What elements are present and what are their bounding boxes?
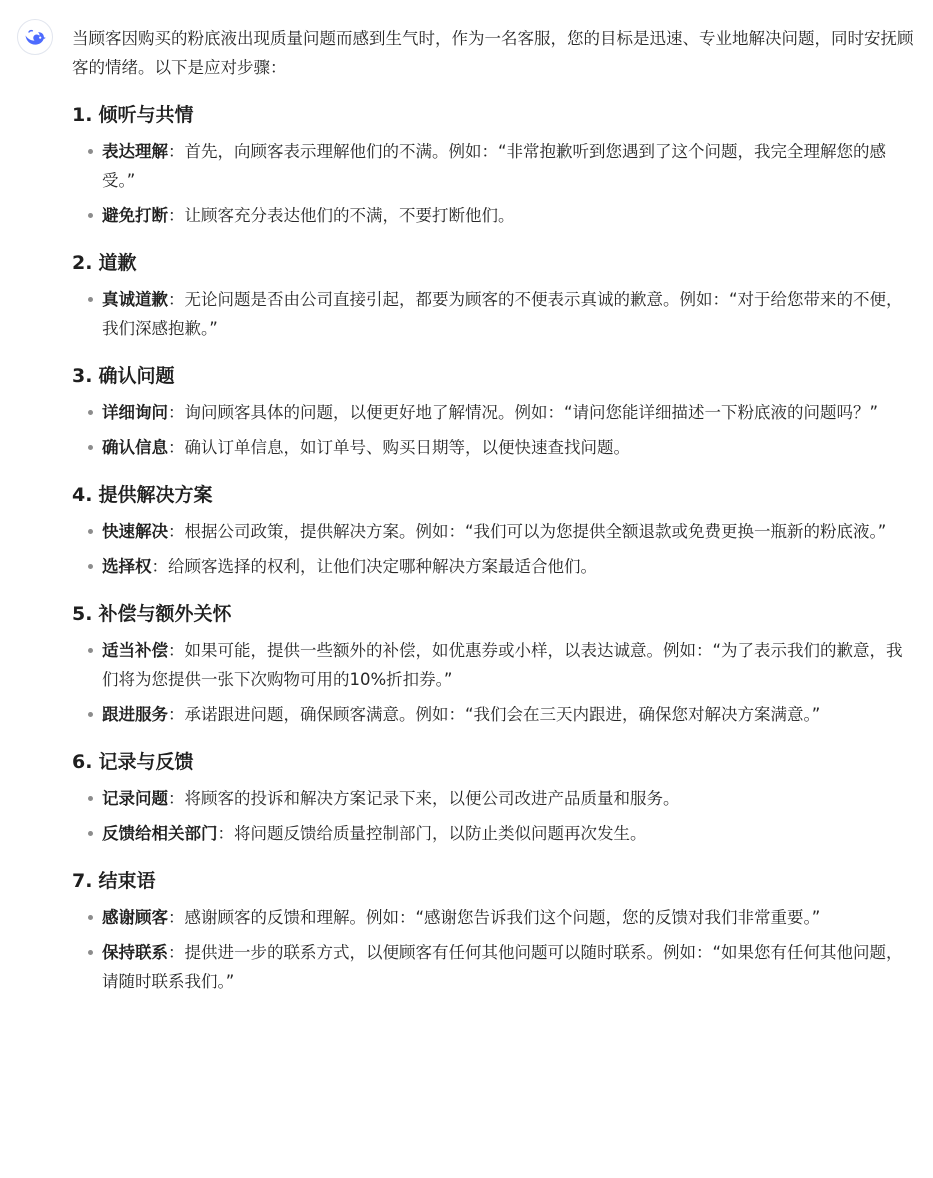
item-term: 选择权 — [102, 557, 152, 576]
item-text: ：给顾客选择的权利，让他们决定哪种解决方案最适合他们。 — [151, 557, 597, 576]
item-term: 反馈给相关部门 — [102, 824, 218, 843]
item-term: 真诚道歉 — [102, 290, 168, 309]
section-number: 6. — [72, 751, 93, 773]
item-text: ：将顾客的投诉和解决方案记录下来，以便公司改进产品质量和服务。 — [168, 789, 680, 808]
item-term: 保持联系 — [102, 943, 168, 962]
item-text: ：将问题反馈给质量控制部门，以防止类似问题再次发生。 — [217, 824, 647, 843]
section-number: 3. — [72, 365, 93, 387]
item-term: 跟进服务 — [102, 705, 168, 724]
list-item — [72, 700, 917, 729]
section-title: 补偿与额外关怀 — [98, 603, 232, 625]
list-item — [72, 636, 917, 694]
bullet-list — [72, 903, 917, 996]
item-text: ：感谢顾客的反馈和理解。例如：“感谢您告诉我们这个问题，您的反馈对我们非常重要。” — [168, 908, 821, 927]
item-text: ：如果可能，提供一些额外的补偿，如优惠券或小样，以表达诚意。例如：“为了表示我们的歉意，我们将为您提供一张下次购物可用的10%折扣券。” — [102, 641, 903, 689]
bullet-list — [72, 398, 917, 462]
section-title: 提供解决方案 — [98, 484, 213, 506]
item-text: ：首先，向顾客表示理解他们的不满。例如：“非常抱歉听到您遇到了这个问题，我完全理解您的感受。” — [102, 142, 887, 190]
item-term: 适当补偿 — [102, 641, 168, 660]
message-content — [72, 24, 917, 1002]
item-term: 感谢顾客 — [102, 908, 168, 927]
item-text: ：根据公司政策，提供解决方案。例如：“我们可以为您提供全额退款或免费更换一瓶新的粉底液。” — [168, 522, 887, 541]
section-heading — [72, 600, 917, 628]
assistant-avatar — [17, 19, 53, 55]
section-heading — [72, 362, 917, 390]
item-text: ：承诺跟进问题，确保顾客满意。例如：“我们会在三天内跟进，确保您对解决方案满意。” — [168, 705, 821, 724]
section-title: 道歉 — [98, 252, 137, 274]
bullet-list — [72, 517, 917, 581]
item-term: 记录问题 — [102, 789, 168, 808]
item-text: ：询问顾客具体的问题，以便更好地了解情况。例如：“请问您能详细描述一下粉底液的问题吗？” — [168, 403, 879, 422]
item-term: 快速解决 — [102, 522, 168, 541]
section-heading — [72, 748, 917, 776]
section-number: 1. — [72, 104, 93, 126]
sections-container — [72, 101, 917, 996]
list-item — [72, 285, 917, 343]
list-item — [72, 201, 917, 230]
item-text: ：无论问题是否由公司直接引起，都要为顾客的不便表示真诚的歉意。例如：“对于给您带来的不便，我们深感抱歉。” — [102, 290, 903, 338]
section-title: 倾听与共情 — [98, 104, 194, 126]
list-item — [72, 938, 917, 996]
section-number: 5. — [72, 603, 93, 625]
item-term: 确认信息 — [102, 438, 168, 457]
section-title: 记录与反馈 — [98, 751, 194, 773]
list-item — [72, 137, 917, 195]
section-title: 确认问题 — [98, 365, 175, 387]
list-item — [72, 398, 917, 427]
intro-paragraph: 当顾客因购买的粉底液出现质量问题而感到生气时，作为一名客服，您的目标是迅速、专业地解决问题，同时安抚顾客的情绪。以下是应对步骤： — [72, 29, 914, 77]
bullet-list — [72, 636, 917, 729]
list-item — [72, 819, 917, 848]
section-number: 4. — [72, 484, 93, 506]
item-text: ：确认订单信息，如订单号、购买日期等，以便快速查找问题。 — [168, 438, 630, 457]
section-title: 结束语 — [98, 870, 156, 892]
list-item — [72, 784, 917, 813]
section-heading — [72, 481, 917, 509]
section-number: 2. — [72, 252, 93, 274]
item-text: ：让顾客充分表达他们的不满，不要打断他们。 — [168, 206, 515, 225]
section-heading — [72, 249, 917, 277]
item-text: ：提供进一步的联系方式，以便顾客有任何其他问题可以随时联系。例如：“如果您有任何其他问题，请随时联系我们。” — [102, 943, 903, 991]
section-heading — [72, 101, 917, 129]
item-term: 避免打断 — [102, 206, 168, 225]
list-item — [72, 517, 917, 546]
bullet-list — [72, 285, 917, 343]
section-heading — [72, 867, 917, 895]
list-item — [72, 903, 917, 932]
list-item — [72, 433, 917, 462]
bullet-list — [72, 784, 917, 848]
item-term: 表达理解 — [102, 142, 168, 161]
item-term: 详细询问 — [102, 403, 168, 422]
bullet-list — [72, 137, 917, 230]
section-number: 7. — [72, 870, 93, 892]
whale-logo-icon — [23, 25, 47, 49]
list-item — [72, 552, 917, 581]
